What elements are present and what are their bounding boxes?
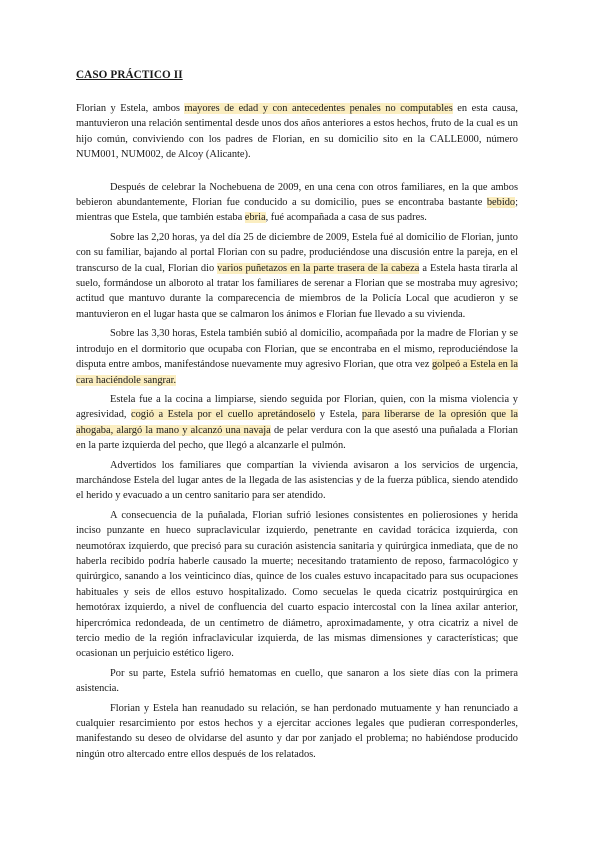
- paragraph: [76, 180, 518, 226]
- highlighted-text: bebido: [486, 197, 516, 209]
- highlighted-text: varios puñetazos en la parte trasera de la cabeza: [217, 262, 420, 274]
- text-segment: de pelar verdura con la que asestó una puñalada a Florian en la parte izquierda del pecho, que llegó a alcanzarle el pulmón.: [76, 424, 518, 452]
- text-segment: a Estela hasta tirarla al suelo, formándose un alboroto al tratar los familiares de serenar a Florian que se mostraba muy agresivo; actitud que mantuvo durante la comparecencia de miembros de la Policía Local que acudieron y se mantuvieron en el lugar hasta que se calmaron los ánimos e Florian fue llevado a su vivienda.: [76, 262, 518, 320]
- paragraph: [76, 666, 518, 697]
- paragraph: [76, 101, 518, 163]
- paragraph: [76, 392, 518, 454]
- highlighted-text: cogió a Estela por el cuello apretándoselo: [130, 409, 316, 421]
- text-segment: Florian y Estela, ambos: [76, 103, 185, 114]
- text-segment: Advertidos los familiares que compartían la vivienda avisaron a los servicios de urgencia, marchándose Estela del lugar antes de la llegada de las asistencias y de la fuerza pública, siendo atendido el herido y evacuado a un centro sanitario para ser atendido.: [76, 459, 518, 502]
- text-segment: , fué acompañada a casa de sus padres.: [265, 212, 427, 224]
- text-segment: Después de celebrar la Nochebuena de 2009, en una cena con otros familiares, en la que ambos bebieron abundantemente, Florian fue conducido a su domicilio, pues se encontraba bastante: [76, 181, 518, 209]
- text-segment: Estela fue a la cocina a limpiarse, siendo seguida por Florian, quien, con la misma violencia y agresividad,: [76, 393, 518, 421]
- text-segment: Sobre las 3,30 horas, Estela también subió al domicilio, acompañada por la madre de Florian y se introdujo en el dormitorio que ocupaba con Florian, que se encontraba en el mismo, reproduciéndose la disputa entre ambos, manifestándose nuevamente muy agresivo Florian, que otra vez: [76, 328, 518, 371]
- paragraph: [76, 701, 518, 763]
- paragraph: [76, 230, 518, 322]
- document-title: CASO PRÁCTICO II: [76, 69, 183, 81]
- highlighted-text: para liberarse de la opresión que la ahogaba, alargó la mano y alcanzó una navaja: [76, 409, 518, 436]
- text-segment: Florian y Estela han reanudado su relación, se han perdonado mutuamente y han renunciado a cualquier resarcimiento por estos hechos y a ejercitar acciones legales que pudieran corresponderles, manifestando su deseo de olvidarse del asunto y dar por zanjado el problema; no habiéndose producido ningún otro altercado entre ellos después de los relatados.: [76, 702, 518, 760]
- text-segment: en esta causa, mantuvieron una relación sentimental desde unos dos años anteriores a estos hechos, fruto de la cual es un hijo común, conviviendo con los padres de Florian, en su domicilio sito en la CALLE000, número NUM001, NUM002, de Alcoy (Alicante).: [76, 103, 518, 161]
- highlighted-text: mayores de edad y con antecedentes penales no computables: [184, 103, 453, 114]
- document-body: [76, 101, 518, 762]
- paragraph: [76, 458, 518, 504]
- highlighted-text: golpeó a Estela en la cara haciéndole sangrar.: [76, 359, 518, 386]
- text-segment: y Estela,: [315, 409, 362, 421]
- text-segment: A consecuencia de la puñalada, Florian sufrió lesiones consistentes en polierosiones y herida inciso punzante en hueco supraclavicular izquierdo, penetrante en cavidad torácica izquierda, con neumotórax izquierdo, que precisó para su curación asistencia sanitaria y quirúrgica inmediata, que de no haberla recibido podría haberle causado la muerte; necesitando tratamiento de reposo, farmacológico y quirúrgico, sanando a los veinticinco días, quince de los cuales estuvo incapacitado para sus ocupaciones habituales y seis de ellos estuvo hospitalizado. Como secuelas le queda cicatriz postquirúrgica en hemotórax izquierdo, a nivel de confluencia del cuarto espacio intercostal con la línea axilar anterior, hipercrómica redondeada, de un centímetro de diámetro, aproximadamente, y otra cicatriz a nivel de tercio medio de la región infraclavicular izquierda, de las mismas dimensiones y características; que ocasionan un perjuicio estético ligero.: [76, 509, 518, 660]
- paragraph: [76, 508, 518, 662]
- highlighted-text: ebria: [244, 212, 266, 224]
- text-segment: ; mientras que Estela, que también estaba: [76, 197, 518, 224]
- paragraph: [76, 326, 518, 388]
- text-segment: Por su parte, Estela sufrió hematomas en cuello, que sanaron a los siete días con la primera asistencia.: [76, 667, 518, 695]
- text-segment: Sobre las 2,20 horas, ya del día 25 de diciembre de 2009, Estela fué al domicilio de Florian, junto con su familiar, bajando al portal Florian con su padre, produciéndose una discusión entre la pareja, en el transcurso de la cual, Florian dio: [76, 231, 518, 274]
